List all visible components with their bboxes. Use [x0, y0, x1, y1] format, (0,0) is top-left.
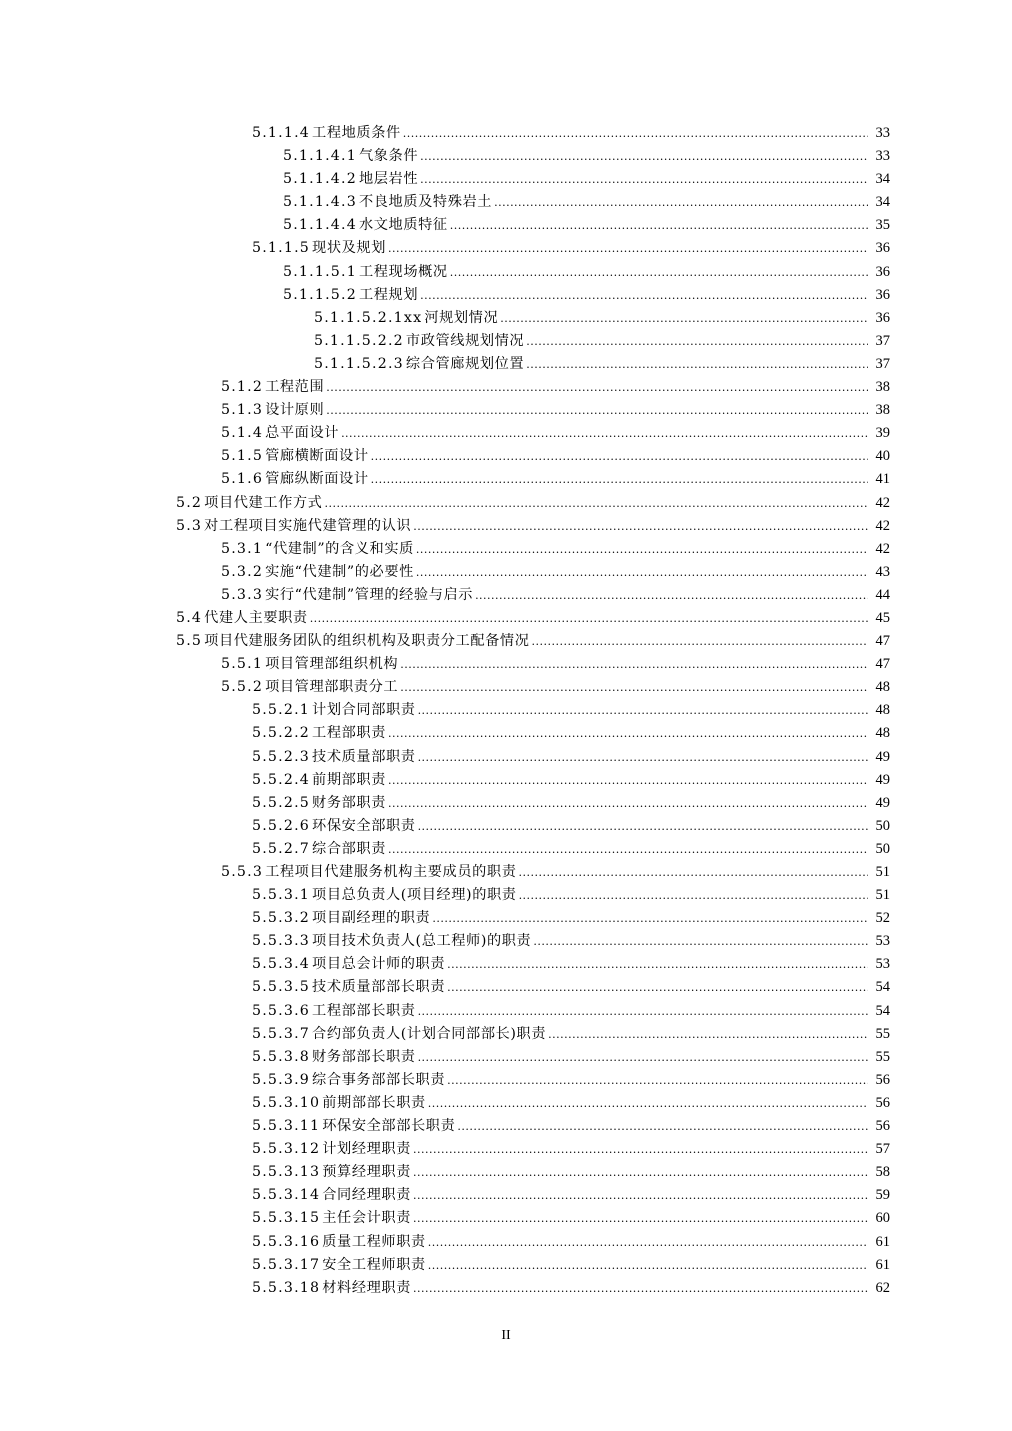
- dot-leader: [450, 214, 868, 237]
- toc-entry-number: 5.5.3.6: [252, 1002, 311, 1019]
- toc-entry-page: 48: [875, 702, 890, 719]
- toc-entry-page: 52: [875, 910, 890, 927]
- toc-entry-title: 质量工程师职责: [322, 1233, 426, 1250]
- toc-entry-number: 5.1.1.5.2.3: [314, 355, 404, 372]
- toc-entry-title: 市政管线规划情况: [405, 332, 525, 349]
- dot-leader: [416, 538, 868, 561]
- toc-entry-title: 安全工程师职责: [322, 1256, 426, 1273]
- toc-entry-title: 工程现场概况: [358, 263, 448, 280]
- toc-entry-number: 5.1.3: [221, 402, 264, 419]
- toc-entry[interactable]: [0, 237, 1012, 260]
- toc-entry-title: 项目管理部组织机构: [265, 656, 399, 673]
- toc-entry-number: 5.3.1: [221, 540, 264, 557]
- dot-leader: [413, 1184, 868, 1207]
- toc-entry-title: 河规划情况: [424, 309, 499, 326]
- toc-entry[interactable]: [0, 376, 1012, 399]
- toc-entry-number: 5.5.3.14: [252, 1187, 321, 1204]
- toc-entry-title: 材料经理职责: [322, 1279, 411, 1296]
- toc-entry-title: 管廊纵断面设计: [265, 471, 369, 488]
- toc-entry-title: 计划经理职责: [322, 1141, 411, 1158]
- toc-entry-title: 预算经理职责: [322, 1164, 411, 1181]
- toc-entry-page: 61: [875, 1233, 890, 1250]
- dot-leader: [533, 930, 868, 953]
- dot-leader: [418, 699, 868, 722]
- toc-entry-page: 56: [875, 1118, 890, 1135]
- toc-entry-title: 工程规划: [358, 286, 419, 303]
- dot-leader: [388, 237, 868, 260]
- toc-entry-title: 气象条件: [358, 148, 419, 165]
- toc-entry-page: 40: [875, 448, 890, 465]
- dot-leader: [310, 607, 868, 630]
- toc-entry-title: 对工程项目实施代建管理的认识: [204, 517, 412, 534]
- toc-entry-number: 5.1.1.4: [252, 125, 311, 141]
- toc-entry[interactable]: [0, 1115, 1012, 1138]
- toc-entry-page: 48: [875, 679, 890, 696]
- dot-leader: [388, 722, 868, 745]
- toc-entry-number: 5.5.3.18: [252, 1279, 321, 1296]
- toc-entry-page: 55: [875, 1025, 890, 1042]
- dot-leader: [532, 630, 869, 653]
- dot-leader: [418, 746, 868, 769]
- toc-entry[interactable]: [0, 515, 1012, 538]
- dot-leader: [450, 261, 868, 284]
- toc-entry-number: 5.5.2.4: [252, 771, 311, 788]
- toc-entry-page: 47: [875, 656, 890, 673]
- toc-entry[interactable]: [0, 492, 1012, 515]
- dot-leader: [326, 399, 868, 422]
- dot-leader: [371, 468, 868, 491]
- toc-entry-page: 36: [875, 240, 890, 257]
- toc-entry-page: 54: [875, 979, 890, 996]
- dot-leader: [400, 653, 868, 676]
- toc-entry[interactable]: [0, 538, 1012, 561]
- dot-leader: [457, 1115, 868, 1138]
- toc-entry-number: 5.1.4: [221, 425, 264, 442]
- toc-entry[interactable]: [0, 884, 1012, 907]
- toc-entry[interactable]: [0, 399, 1012, 422]
- toc-entry-page: 33: [875, 148, 890, 165]
- toc-entry-number: 5.3.2: [221, 563, 264, 580]
- toc-entry-number: 5.1.1.4.3: [283, 194, 357, 211]
- dot-leader: [388, 838, 868, 861]
- dot-leader: [418, 1046, 868, 1069]
- toc-entry[interactable]: [0, 815, 1012, 838]
- toc-entry-page: 50: [875, 817, 890, 834]
- toc-entry-number: 5.5.3.15: [252, 1210, 321, 1227]
- toc-entry[interactable]: [0, 630, 1012, 653]
- dot-leader: [519, 861, 869, 884]
- toc-entry[interactable]: [0, 284, 1012, 307]
- toc-entry-number: 5.5.2.1: [252, 702, 311, 719]
- toc-entry-page: 43: [875, 563, 890, 580]
- toc-entry-number: 5.5.2.6: [252, 817, 311, 834]
- dot-leader: [413, 1138, 868, 1161]
- toc-entry-number: 5.5.3.9: [252, 1071, 311, 1088]
- dot-leader: [418, 815, 868, 838]
- toc-entry-title: 技术质量部职责: [312, 748, 416, 765]
- toc-entry-page: 51: [875, 887, 890, 904]
- toc-entry-page: 42: [875, 540, 890, 557]
- toc-entry-title: 主任会计职责: [322, 1210, 411, 1227]
- toc-entry-page: 56: [875, 1094, 890, 1111]
- toc-entry-title: 环保安全部部长职责: [322, 1118, 456, 1135]
- toc-entry[interactable]: [0, 769, 1012, 792]
- toc-entry-title: 项目副经理的职责: [312, 910, 431, 927]
- toc-entry-title: 综合管廊规划位置: [405, 355, 525, 372]
- toc-entry-number: 5.5.3.4: [252, 956, 311, 973]
- toc-entry-number: 5.3.3: [221, 586, 264, 603]
- toc-entry-number: 5.5.3.12: [252, 1141, 321, 1158]
- toc-entry-number: 5.1.2: [221, 379, 264, 396]
- toc-entry-page: 48: [875, 725, 890, 742]
- toc-entry-number: 5.5.2.5: [252, 794, 311, 811]
- toc-entry-number: 5.1.6: [221, 471, 264, 488]
- toc-entry[interactable]: [0, 1254, 1012, 1277]
- toc-entry-number: 5.5.3.5: [252, 979, 311, 996]
- toc-entry-number: 5.5.3.13: [252, 1164, 321, 1181]
- toc-entry[interactable]: [0, 584, 1012, 607]
- toc-entry[interactable]: [0, 699, 1012, 722]
- toc-entry-title: 财务部部长职责: [312, 1048, 416, 1065]
- toc-entry-page: 49: [875, 748, 890, 765]
- dot-leader: [428, 1231, 868, 1254]
- toc-entry-page: 51: [875, 864, 890, 880]
- dot-leader: [548, 1023, 868, 1046]
- toc-entry-page: 57: [875, 1141, 890, 1158]
- toc-entry-title: 项目代建服务团队的组织机构及职责分工配备情况: [204, 633, 530, 650]
- toc-entry-page: 37: [875, 332, 890, 349]
- toc-entry-title: 综合事务部部长职责: [312, 1071, 446, 1088]
- toc-entry-page: 35: [875, 217, 890, 234]
- dot-leader: [428, 1092, 868, 1115]
- toc-entry-title: 工程部职责: [312, 725, 386, 742]
- toc-entry-title: “代建制”的含义和实质: [265, 540, 414, 557]
- toc-entry[interactable]: [0, 1046, 1012, 1069]
- toc-entry-number: 5.1.1.5.2.2: [314, 332, 404, 349]
- toc-entry-title: 项目总会计师的职责: [312, 956, 446, 973]
- toc-entry[interactable]: [0, 607, 1012, 630]
- toc-entry-page: 38: [875, 379, 890, 396]
- dot-leader: [447, 976, 868, 999]
- dot-leader: [341, 422, 868, 445]
- toc-entry-number: 5.5.3.1: [252, 887, 311, 904]
- toc-entry-number: 5.5.3.3: [252, 933, 311, 950]
- toc-entry-title: 代建人主要职责: [204, 609, 308, 626]
- toc-entry-page: 45: [875, 609, 890, 626]
- dot-leader: [526, 330, 868, 353]
- dot-leader: [420, 145, 868, 168]
- dot-leader: [413, 1161, 868, 1184]
- toc-entry-number: 5.5.3.10: [252, 1094, 321, 1111]
- toc-entry-page: 56: [875, 1071, 890, 1088]
- toc-entry-page: 58: [875, 1164, 890, 1181]
- toc-entry[interactable]: [0, 1184, 1012, 1207]
- toc-entry-page: 36: [875, 286, 890, 303]
- toc-entry-number: 5.5.2.7: [252, 840, 311, 857]
- toc-entry-page: 36: [875, 263, 890, 280]
- dot-leader: [413, 1207, 868, 1230]
- toc-entry-page: 34: [875, 171, 890, 188]
- toc-entry[interactable]: [0, 307, 1012, 330]
- toc-entry-page: 36: [875, 309, 890, 326]
- toc-entry-title: 工程部部长职责: [312, 1002, 416, 1019]
- toc-entry-page: 42: [875, 517, 890, 534]
- toc-entry-page: 49: [875, 794, 890, 811]
- toc-entry[interactable]: [0, 1161, 1012, 1184]
- dot-leader: [447, 953, 868, 976]
- toc-entry[interactable]: [0, 1023, 1012, 1046]
- toc-entry[interactable]: [0, 838, 1012, 861]
- toc-entry-page: 50: [875, 840, 890, 857]
- toc-entry[interactable]: [0, 1000, 1012, 1023]
- toc-entry[interactable]: [0, 1277, 1012, 1300]
- toc-entry-number: 5.5.2: [221, 679, 264, 696]
- dot-leader: [403, 122, 868, 145]
- dot-leader: [326, 376, 868, 399]
- toc-entry-page: 61: [875, 1256, 890, 1273]
- dot-leader: [413, 1277, 868, 1300]
- toc-entry-title: 水文地质特征: [358, 217, 448, 234]
- toc-entry[interactable]: [0, 422, 1012, 445]
- dot-leader: [475, 584, 868, 607]
- toc-entry-title: 实行“代建制”管理的经验与启示: [265, 586, 474, 603]
- toc-entry-number: 5.1.1.4.2: [283, 171, 357, 188]
- toc-entry-title: 地层岩性: [358, 171, 419, 188]
- toc-entry-title: 工程范围: [265, 379, 325, 396]
- toc-entry[interactable]: [0, 676, 1012, 699]
- toc-entry-title: 项目管理部职责分工: [265, 679, 399, 696]
- toc-entry-title: 合同经理职责: [322, 1187, 411, 1204]
- toc-entry-number: 5.1.1.4.4: [283, 217, 357, 234]
- page-number: II: [501, 1328, 511, 1343]
- toc-entry-title: 项目代建工作方式: [204, 494, 323, 511]
- toc-entry-page: 42: [875, 494, 890, 511]
- toc-entry[interactable]: [0, 907, 1012, 930]
- toc-entry-number: 5.5.3.16: [252, 1233, 321, 1250]
- toc-entry-number: 5.5.3.11: [252, 1118, 321, 1135]
- toc-entry-number: 5.5.2.3: [252, 748, 311, 765]
- toc-entry[interactable]: [0, 930, 1012, 953]
- toc-entry-number: 5.3: [176, 517, 203, 534]
- toc-entry-page: 62: [875, 1279, 890, 1296]
- toc-entry-page: 39: [875, 425, 890, 442]
- toc-entry[interactable]: [0, 1231, 1012, 1254]
- toc-entry-number: 5.4: [176, 609, 203, 626]
- toc-entry-page: 54: [875, 1002, 890, 1019]
- toc-entry-page: 55: [875, 1048, 890, 1065]
- dot-leader: [413, 515, 868, 538]
- toc-entry-page: 53: [875, 956, 890, 973]
- toc-entry-title: 前期部部长职责: [322, 1094, 426, 1111]
- dot-leader: [500, 307, 868, 330]
- toc-entry-number: 5.5.3.17: [252, 1256, 321, 1273]
- toc-entry[interactable]: [0, 468, 1012, 491]
- dot-leader: [388, 769, 868, 792]
- toc-entry-page: 34: [875, 194, 890, 211]
- toc-entry-page: 53: [875, 933, 890, 950]
- toc-entry-title: 管廊横断面设计: [265, 448, 369, 465]
- toc-entry[interactable]: [0, 214, 1012, 237]
- dot-leader: [447, 1069, 868, 1092]
- toc-entry[interactable]: [0, 861, 1012, 884]
- toc-entry-page: 33: [875, 125, 890, 141]
- toc-entry-page: 49: [875, 771, 890, 788]
- toc-entry[interactable]: [0, 746, 1012, 769]
- toc-entry-number: 5.5.3.7: [252, 1025, 311, 1042]
- toc-entry-title: 项目总负责人(项目经理)的职责: [312, 887, 517, 904]
- dot-leader: [400, 676, 868, 699]
- toc-entry[interactable]: [0, 1138, 1012, 1161]
- toc-entry-page: 44: [875, 586, 890, 603]
- dot-leader: [388, 792, 868, 815]
- toc-entry-title: 不良地质及特殊岩土: [358, 194, 493, 211]
- dot-leader: [420, 284, 868, 307]
- toc-entry[interactable]: [0, 145, 1012, 168]
- toc-entry[interactable]: [0, 353, 1012, 376]
- toc-entry-title: 财务部职责: [312, 794, 386, 811]
- toc-entry[interactable]: [0, 122, 1012, 145]
- toc-entry[interactable]: [0, 1092, 1012, 1115]
- toc-entry-page: 47: [875, 633, 890, 650]
- toc-entry-title: 实施“代建制”的必要性: [265, 563, 414, 580]
- toc-entry-number: 5.1.1.5.2: [283, 286, 357, 303]
- toc-entry-title: 现状及规划: [312, 240, 386, 257]
- toc-entry-number: 5.5.2.2: [252, 725, 311, 742]
- toc-entry-number: 5.2: [176, 494, 203, 511]
- toc-entry[interactable]: [0, 261, 1012, 284]
- toc-entry-title: 技术质量部部长职责: [312, 979, 446, 996]
- toc-entry[interactable]: [0, 976, 1012, 999]
- toc-entry-number: 5.5.3.8: [252, 1048, 311, 1065]
- toc-entry-page: 59: [875, 1187, 890, 1204]
- toc-entry[interactable]: [0, 168, 1012, 191]
- dot-leader: [420, 168, 868, 191]
- dot-leader: [519, 884, 868, 907]
- toc-entry-title: 总平面设计: [265, 425, 340, 442]
- dot-leader: [418, 1000, 868, 1023]
- toc-entry-page: 37: [875, 355, 890, 372]
- toc-entry[interactable]: [0, 1207, 1012, 1230]
- toc-entry[interactable]: [0, 330, 1012, 353]
- toc-entry[interactable]: [0, 1069, 1012, 1092]
- dot-leader: [526, 353, 868, 376]
- toc-entry-number: 5.5.3.2: [252, 910, 311, 927]
- toc-entry[interactable]: [0, 653, 1012, 676]
- toc-entry-page: 38: [875, 402, 890, 419]
- toc-entry-number: 5.5.1: [221, 656, 264, 673]
- toc-entry-number: 5.1.1.5.2.1xx: [314, 309, 423, 326]
- toc-entry-number: 5.1.5: [221, 448, 264, 465]
- toc-entry[interactable]: [0, 953, 1012, 976]
- toc-entry[interactable]: [0, 792, 1012, 815]
- toc-entry-title: 合约部负责人(计划合同部部长)职责: [312, 1025, 547, 1042]
- toc-entry[interactable]: [0, 445, 1012, 468]
- toc-entry-title: 项目技术负责人(总工程师)的职责: [312, 933, 532, 950]
- dot-leader: [324, 492, 868, 515]
- toc-entry-title: 设计原则: [265, 402, 325, 419]
- toc-entry[interactable]: [0, 561, 1012, 584]
- toc-entry-title: 综合部职责: [312, 840, 386, 857]
- dot-leader: [432, 907, 868, 930]
- dot-leader: [494, 191, 868, 214]
- dot-leader: [416, 561, 868, 584]
- toc-entry-number: 5.1.1.4.1: [283, 148, 357, 165]
- toc-entry-number: 5.5.3: [221, 864, 264, 880]
- toc-entry-number: 5.1.1.5.1: [283, 263, 357, 280]
- toc-entry[interactable]: [0, 191, 1012, 214]
- toc-entry-title: 计划合同部职责: [312, 702, 416, 719]
- toc-entry[interactable]: [0, 722, 1012, 745]
- dot-leader: [428, 1254, 868, 1277]
- toc-entry-page: 41: [875, 471, 890, 488]
- table-of-contents: [0, 122, 1012, 1300]
- toc-entry-number: 5.1.1.5: [252, 240, 311, 257]
- toc-entry-title: 工程项目代建服务机构主要成员的职责: [265, 864, 517, 880]
- toc-entry-title: 工程地质条件: [312, 125, 401, 141]
- toc-entry-page: 60: [875, 1210, 890, 1227]
- dot-leader: [371, 445, 868, 468]
- toc-entry-title: 前期部职责: [312, 771, 386, 788]
- toc-entry-title: 环保安全部职责: [312, 817, 416, 834]
- toc-entry-number: 5.5: [176, 633, 203, 650]
